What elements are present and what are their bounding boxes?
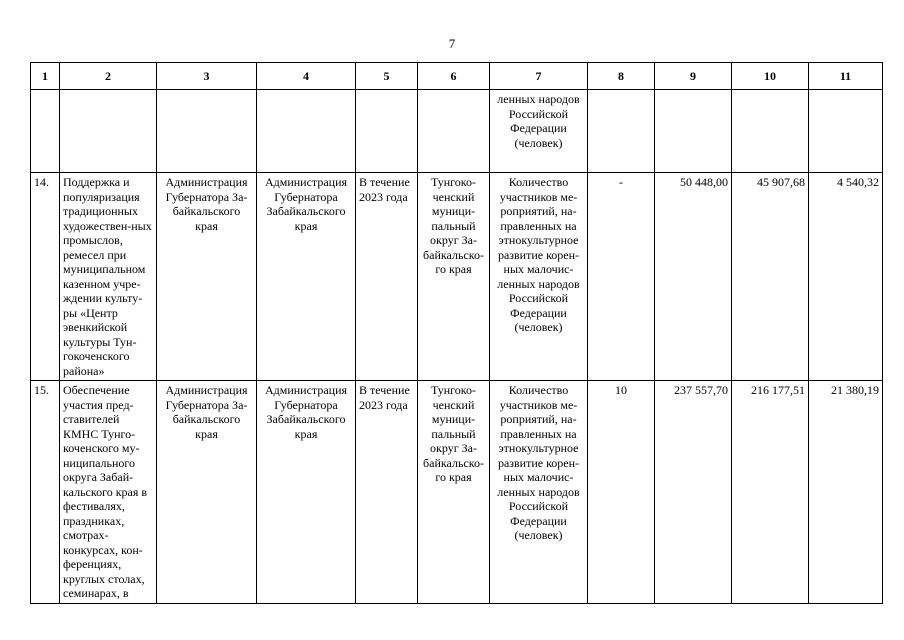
table-row xyxy=(31,173,883,381)
indicator-cell: Количество участников ме-роприятий, на-правленных на этнокультурное развитие корен-ных малочис-ленных народов Российской Федерации (человек) xyxy=(490,381,588,604)
header-col-2: 2 xyxy=(60,63,157,90)
row-number-cell: 15. xyxy=(31,381,60,604)
header-col-5: 5 xyxy=(356,63,418,90)
federal-amount-cell: 45 907,68 xyxy=(732,173,809,381)
admin-cell: Администрация Губернатора Забайкальского края xyxy=(257,381,356,604)
header-col-3: 3 xyxy=(157,63,257,90)
event-cell: Поддержка и популяризация традиционных художествен-ных промыслов, ремесел при муниципальном казенном учре-ждении культу-ры «Центр эвенкийской культуры Тун-гокоченского района» xyxy=(60,173,157,381)
indicator-cell: Количество участников ме-роприятий, на-правленных на этнокультурное развитие корен-ных малочис-ленных народов Российской Федерации (человек) xyxy=(490,173,588,381)
territory-cell: Тунгоко-ченский муници-пальный округ За-байкальско-го края xyxy=(418,381,490,604)
row-number-cell: 14. xyxy=(31,173,60,381)
header-col-9: 9 xyxy=(655,63,732,90)
page-number: 7 xyxy=(448,36,456,51)
admin-cell: Администрация Губернатора Забайкальского края xyxy=(257,173,356,381)
event-cell: Обеспечение участия пред-ставителей КМНС Тунго-коченского му-ниципального округа Забай-кальского края в фестивалях, праздниках, смотрах-конкурсах, кон-ференциях, круглых столах, семинарах, в xyxy=(60,381,157,604)
header-col-8: 8 xyxy=(588,63,655,90)
header-col-11: 11 xyxy=(809,63,883,90)
header-col-1: 1 xyxy=(31,63,60,90)
table-row-continuation xyxy=(31,90,883,173)
indicator-value-cell: - xyxy=(588,173,655,381)
period-cell: В течение 2023 года xyxy=(356,381,418,604)
period-cell: В течение 2023 года xyxy=(356,173,418,381)
header-row xyxy=(31,63,883,90)
header-col-4: 4 xyxy=(257,63,356,90)
indicator-value-cell: 10 xyxy=(588,381,655,604)
regional-amount-cell: 21 380,19 xyxy=(809,381,883,604)
territory-cell: Тунгоко-ченский муници-пальный округ За-байкальско-го края xyxy=(418,173,490,381)
regional-amount-cell: 4 540,32 xyxy=(809,173,883,381)
table-row xyxy=(31,381,883,604)
executor-cell: Администрация Губернатора За-байкальского края xyxy=(157,381,257,604)
federal-amount-cell: 216 177,51 xyxy=(732,381,809,604)
header-col-10: 10 xyxy=(732,63,809,90)
header-col-6: 6 xyxy=(418,63,490,90)
executor-cell: Администрация Губернатора За-байкальского края xyxy=(157,173,257,381)
continuation-indicator-cell: ленных народов Российской Федерации (человек) xyxy=(490,90,588,173)
header-col-7: 7 xyxy=(490,63,588,90)
program-table xyxy=(30,62,883,604)
total-amount-cell: 50 448,00 xyxy=(655,173,732,381)
total-amount-cell: 237 557,70 xyxy=(655,381,732,604)
